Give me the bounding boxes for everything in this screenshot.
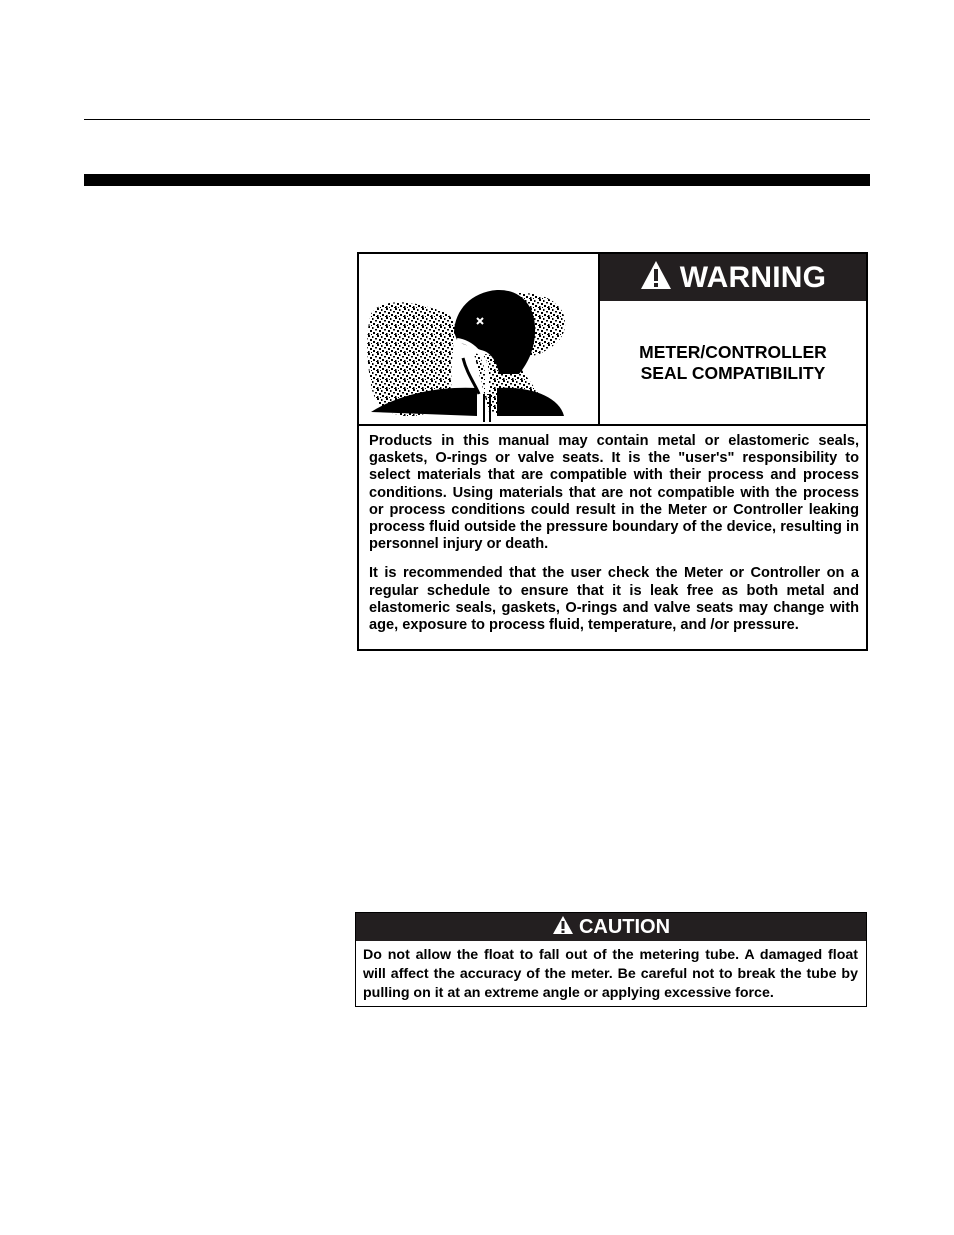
caution-label: CAUTION: [578, 915, 671, 938]
warning-top-row: [359, 254, 866, 426]
warning-title-line-1: METER/CONTROLLER: [639, 341, 827, 362]
warning-paragraph-1: Products in this manual may contain metal or elastomeric seals, gaskets, O-rings or valve seats. It is the "user's" responsibility to select materials that are compatible with their process and process conditions. Using materials that are not compatible with the process or process conditions could result in the Meter or Controller leaking process fluid outside the pressure boundary of the device, resulting in personnel injury or death.: [369, 433, 859, 553]
warning-title-line-2: SEAL COMPATIBILITY: [640, 362, 826, 383]
warning-label: WARNING: [679, 260, 827, 294]
caution-box: [355, 912, 867, 1007]
hazard-triangle-icon: [552, 915, 574, 940]
toxic-gas-inhalation-icon: [359, 254, 600, 424]
warning-body: [369, 433, 859, 646]
header-rule: [84, 119, 870, 120]
caution-text: Do not allow the float to fall out of the metering tube. A damaged float will affect the accuracy of the meter. Be careful not to break the tube by pulling on it at an extreme angle or applying excessive force.: [363, 947, 858, 1001]
warning-paragraph-2: It is recommended that the user check the Meter or Controller on a regular schedule to ensure that it is leak free as both metal and elastomeric seals, gaskets, O-rings and valve seats may change with age, exposure to process fluid, temperature, and /or pressure.: [369, 565, 859, 634]
caution-header: [356, 913, 866, 941]
warning-header: [600, 254, 866, 301]
warning-title: [600, 301, 866, 424]
section-bar: [84, 174, 870, 186]
warning-box: [357, 252, 868, 651]
hazard-triangle-icon: [640, 260, 672, 295]
